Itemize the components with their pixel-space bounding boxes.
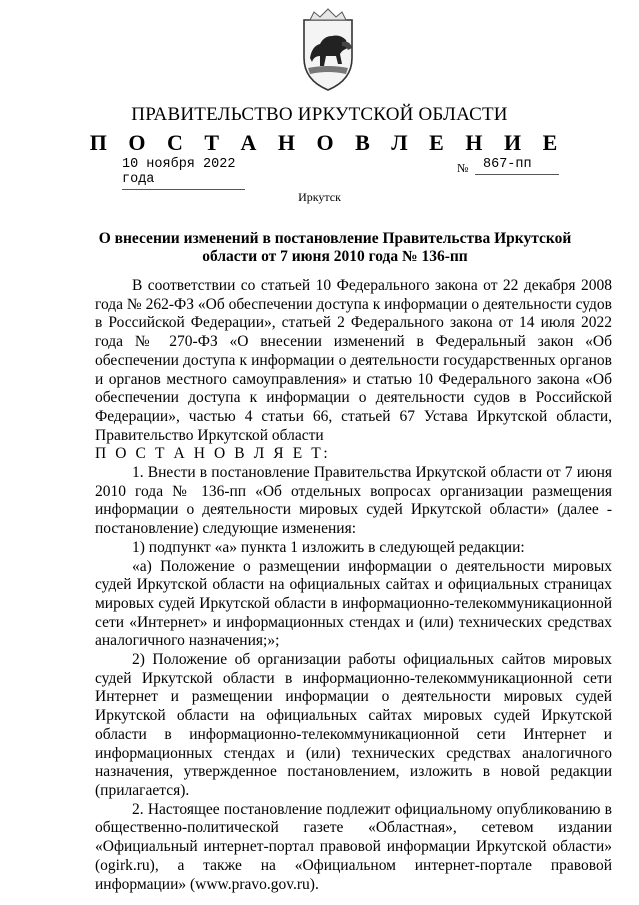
organization-name: ПРАВИТЕЛЬСТВО ИРКУТСКОЙ ОБЛАСТИ [131, 104, 508, 125]
document-number: 867-пп [475, 157, 559, 175]
subclause-a-text-paragraph: «а) Положение о размещении информации о деятельности мировых судей Иркутской области на официальных сайтах и официальных страницах мировых судей Иркутской области в информационно-телекоммуникационной сети «Интернет» и информационных стендах и (или) технических средствах аналогичного назначения;»; [95, 557, 612, 650]
clause-2-paragraph: 2. Настоящее постановление подлежит официальному опубликованию в общественно-политической газете «Областная», сетевом издании «Официальный интернет-портал правовой информации Иркутской области» (ogirk.ru), а также на «Официальном интернет-портале правовой информации» (www.pravo.gov.ru). [95, 800, 612, 893]
title-line-2: области от 7 июня 2010 года № 136-пп [202, 248, 468, 265]
title-line-1: О внесении изменений в постановление Правительства Иркутской [98, 230, 572, 247]
document-title [95, 230, 575, 266]
document-type-heading: П О С Т А Н О В Л Е Н И Е [89, 130, 566, 155]
resolves-heading: П О С Т А Н О В Л Я Е Т: [95, 445, 331, 463]
clause-1-paragraph: 1. Внести в постановление Правительства Иркутской области от 7 июня 2010 года № 136-пп «Об отдельных вопросах организации размещения информации о деятельности мировых судей Иркутской области» (далее - постановление) следующие изменения: [95, 464, 612, 538]
document-body [95, 277, 612, 894]
subclause-2-paragraph: 2) Положение об организации работы официальных сайтов мировых судей Иркутской области в информационно-телекоммуникационной сети Интернет и размещении информации о деятельности мировых судей Иркутской области на официальных сайтах мировых судей Иркутской области в информационно-телекоммуникационной сети Интернет и информационных стендах и (или) технических средствах аналогичного назначения, утвержденное постановлением, изложить в новой редакции (прилагается). [95, 651, 612, 799]
number-sign: № [457, 161, 469, 175]
irkutsk-coat-of-arms-icon [296, 6, 360, 96]
preamble-paragraph: В соответствии со статьей 10 Федерального закона от 22 декабря 2008 года № 262-ФЗ «Об обеспечении доступа к информации о деятельности судов в Российской Федерации», статьей 2 Федерального закона от 14 июля 2022 года № 270-ФЗ «О внесении изменений в Федеральный закон «Об обеспечении доступа к информации о деятельности государственных органов и органов местного самоуправления» и статью 10 Федерального закона «Об обеспечении доступа к информации о деятельности судов в Российской Федерации», частью 4 статьи 66, статьей 67 Устава Иркутской области, Правительство Иркутской области [95, 277, 612, 444]
document-date: 10 ноября 2022 года [122, 157, 245, 190]
city-name: Иркутск [298, 190, 341, 204]
subclause-1-paragraph: 1) подпункт «а» пункта 1 изложить в следующей редакции: [132, 538, 525, 556]
